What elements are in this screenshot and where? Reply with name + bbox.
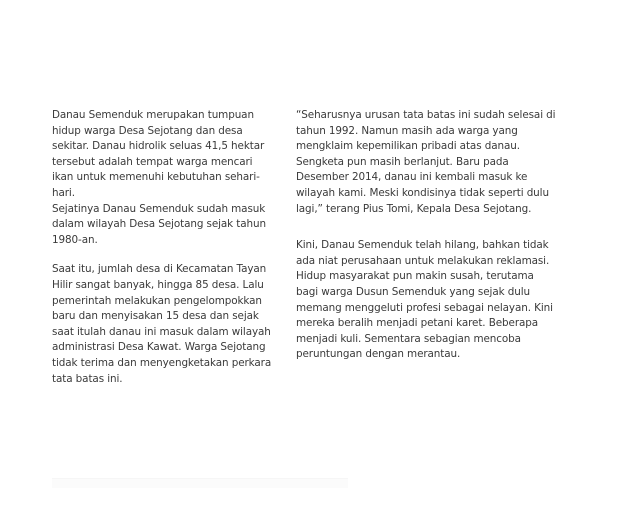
right-paragraph-1: “Seharusnya urusan tata batas ini sudah selesai di tahun 1992. Namun masih ada warga yang mengklaim kepemilikan pribadi atas danau. Sengketa pun masih berlanjut. Baru pada Desember 2014, danau ini kembali masuk ke wilayah kami. Meski kondisinya tidak seperti dulu lagi,” terang Pius Tomi, Kepala Desa Sejotang. (296, 109, 556, 215)
left-paragraph-2: Saat itu, jumlah desa di Kecamatan Tayan Hilir sangat banyak, hingga 85 desa. Lalu pemerintah melakukan pengelompokkan baru dan menyisakan 15 desa dan sejak saat itulah danau ini masuk dalam wilayah administrasi Desa Kawat. Warga Sejotang tidak terima dan menyengketakan perkara tata batas ini. (52, 263, 272, 385)
left-paragraph-1: Danau Semenduk merupakan tumpuan hidup warga Desa Sejotang dan desa sekitar. Danau hidrolik seluas 41,5 hektar tersebut adalah tempat warga mencari ikan untuk memenuhi kebutuhan sehari-hari. Sejatinya Danau Semenduk sudah masuk dalam wilayah Desa Sejotang sejak tahun 1980-an. (52, 109, 266, 246)
right-paragraph-2: Kini, Danau Semenduk telah hilang, bahkan tidak ada niat perusahaan untuk melakukan reklamasi. Hidup masyarakat pun makin susah, terutama bagi warga Dusun Semenduk yang sejak dulu memang menggeluti profesi sebagai nelayan. Kini mereka beralih menjadi petani karet. Beberapa menjadi kuli. Sementara sebagian mencoba peruntungan dengan merantau. (296, 239, 553, 361)
faint-footer-band (52, 478, 348, 488)
left-column (52, 108, 278, 401)
right-column (296, 108, 562, 384)
